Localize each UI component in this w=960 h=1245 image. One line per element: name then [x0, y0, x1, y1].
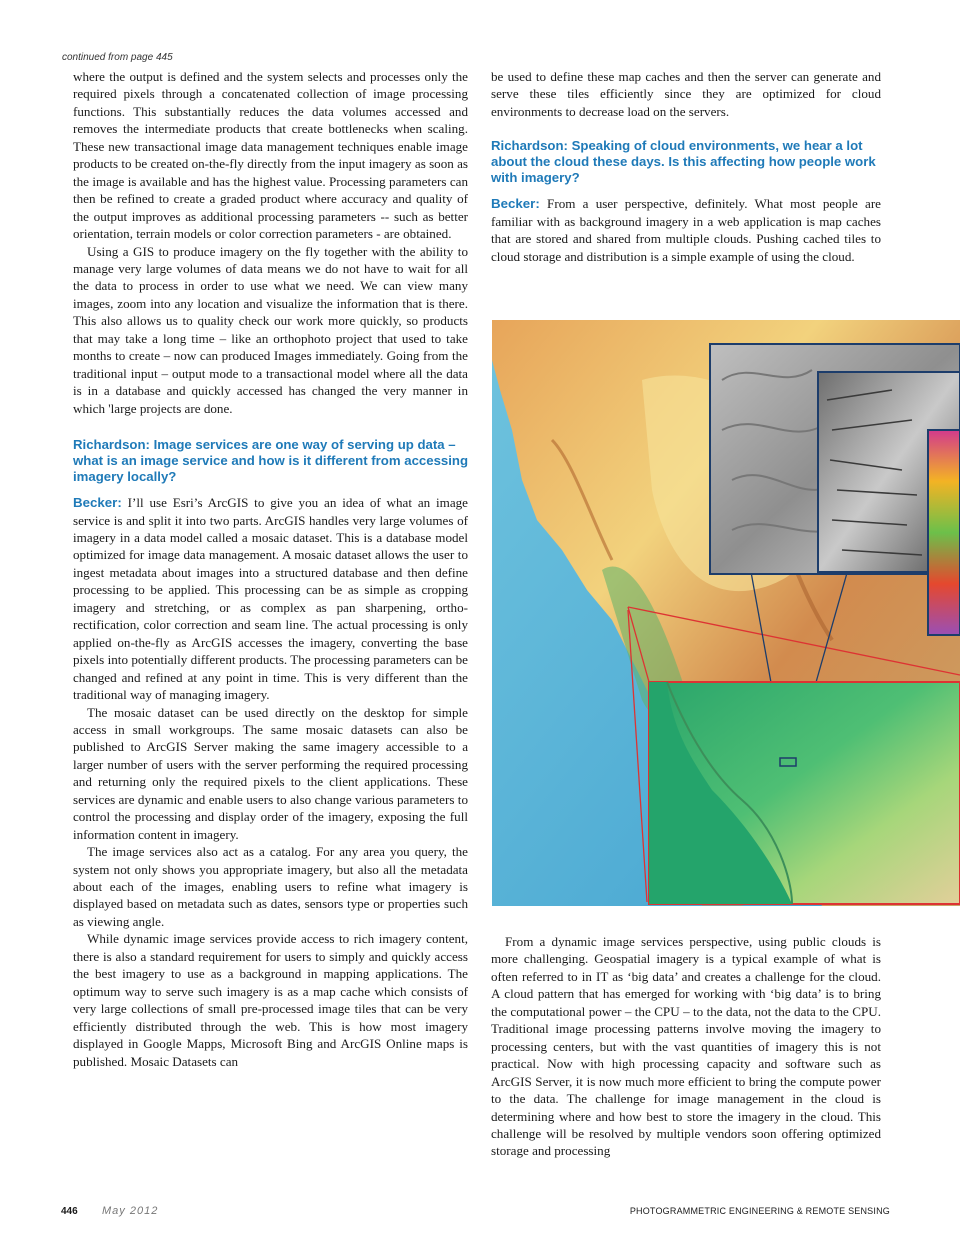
question-text: Image services are one way of serving up data – what is an image service and how is it different from accessing imagery locally? [73, 437, 469, 485]
continued-note: continued from page 445 [62, 52, 173, 63]
question-heading [73, 437, 468, 485]
question-speaker: Richardson: [73, 437, 150, 453]
elevation-map-figure [492, 320, 960, 906]
paragraph: Using a GIS to produce imagery on the fly together with the ability to manage very large volumes of data means we do not have to wait for all the data to process in order to use what we need. We can view many images, zoom into any location and visualize the information that is there. This also allows us to quality check our work more quickly, so products that may take a long time – like an orthophoto project that used to take months to create – now can produced Images immediately. Going from the traditional input – output mode to a transactional model where all the data is in a database and quickly accessed has changed the very manner in which 'large projects are done. [73, 243, 468, 416]
left-column [73, 68, 468, 1070]
paragraph: where the output is defined and the system selects and processes only the required pixels through a concatenated collection of image processing functions. This substantially reduces the data volumes accessed and removes the intermediate products that create bottlenecks when scaling. These new transactional image data management techniques enable image products to be created on-the-fly directly from the input imagery as soon as the image is available and has the highest value. Processing parameters can then be refined to create a graded product where accuracy and quality of the output improves as additional processing parameters -- such as better orientation, terrain models or color correction parameters - are obtained. [73, 69, 468, 242]
journal-name: PHOTOGRAMMETRIC ENGINEERING & REMOTE SENSING [629, 1206, 890, 1216]
right-column-bottom [491, 933, 881, 1160]
page-number: 446 [61, 1206, 78, 1217]
paragraph: From a dynamic image services perspective, using public clouds is more challenging. Geospatial imagery is a typical example of what is often referred to in IT as ‘big data’ and creates a challenge for the cloud. A cloud pattern that has emerged for working with ‘big data’ is to bring the computational power – the CPU – to the data, not the data to the CPU. Traditional image processing patterns involve moving the imagery to processing centers, but with the vast quantities of imagery this is not practical. Now with high processing capacity and software such as ArcGIS Server, it is now much more efficient to bring the compute power to the data. The challenge for image management in the cloud is determining where and how best to store the imagery in the cloud. This challenge will be resolved by multiple vendors soon offering optimized storage and processing [491, 934, 881, 1159]
paragraph: The mosaic dataset can be used directly on the desktop for simple access in small workgroups. The same mosaic datasets can also be published to ArcGIS Server making the same imagery accessible to a larger number of users with the server performing the required processing and returning only the required pixels to the client applications. These services are dynamic and enable users to also change various parameters to control the processing and display order of the imagery, exposing the full information content in imagery. [73, 704, 468, 842]
paragraph: be used to define these map caches and then the server can generate and serve these tiles efficiently since they are optimized for cloud environments to decrease load on the servers. [491, 69, 881, 119]
answer-speaker: Becker: [491, 196, 540, 212]
answer-speaker: Becker: [73, 495, 122, 511]
question-text: Speaking of cloud environments, we hear a lot about the cloud these days. Is this affecting how people work with imagery? [491, 138, 876, 186]
right-column-top [491, 68, 881, 265]
question-speaker: Richardson: [491, 138, 568, 154]
answer-text: From a user perspective, definitely. What most people are familiar with as background imagery in a web application is map caches that are stored and shared from multiple clouds. Pushing cached tiles to cloud storage and distribution is a simple example of using the cloud. [491, 196, 881, 264]
answer-paragraph [491, 195, 881, 265]
elevation-map-graphic [492, 320, 960, 906]
paragraph: While dynamic image services provide access to rich imagery content, there is also a standard requirement for users to simply and quickly access the best imagery to use as a background in mapping applications. The optimum way to serve such imagery is as a map cache which consists of very large collections of small pre-processed image tiles that can be very efficiently distributed through the web. This is how most imagery displayed in Google Mapps, Microsoft Bing and ArcGIS Online maps is published. Mosaic Datasets can [73, 931, 468, 1069]
paragraph: The image services also act as a catalog. For any area you query, the system not only shows you appropriate imagery, but also all the metadata about each of the images, enabling users to refine what imagery is displayed based on metadata such as dates, sensors type or properties such as viewing angle. [73, 844, 468, 929]
issue-date: May 2012 [102, 1205, 159, 1217]
answer-text: I’ll use Esri’s ArcGIS to give you an idea of what an image service is and split it into two parts. ArcGIS handles very large volumes of imagery in a data model called a mosaic dataset. This is a database model optimized for image data management. A mosaic dataset allows the user to ingest metadata about images into a structured database and then define processing to be applied. This processing can be as simple as cropping imagery and stretching, or as complex as pan sharpening, ortho-rectification, color correction and seam line. The actual processing is only applied on-the-fly as ArcGIS accesses the imagery, converting the base pixels into potentially different products. The processing parameters can be changed and refined at any point in time. This is very different than the traditional way of managing imagery. [73, 495, 468, 703]
question-heading [491, 138, 881, 186]
answer-paragraph [73, 494, 468, 703]
